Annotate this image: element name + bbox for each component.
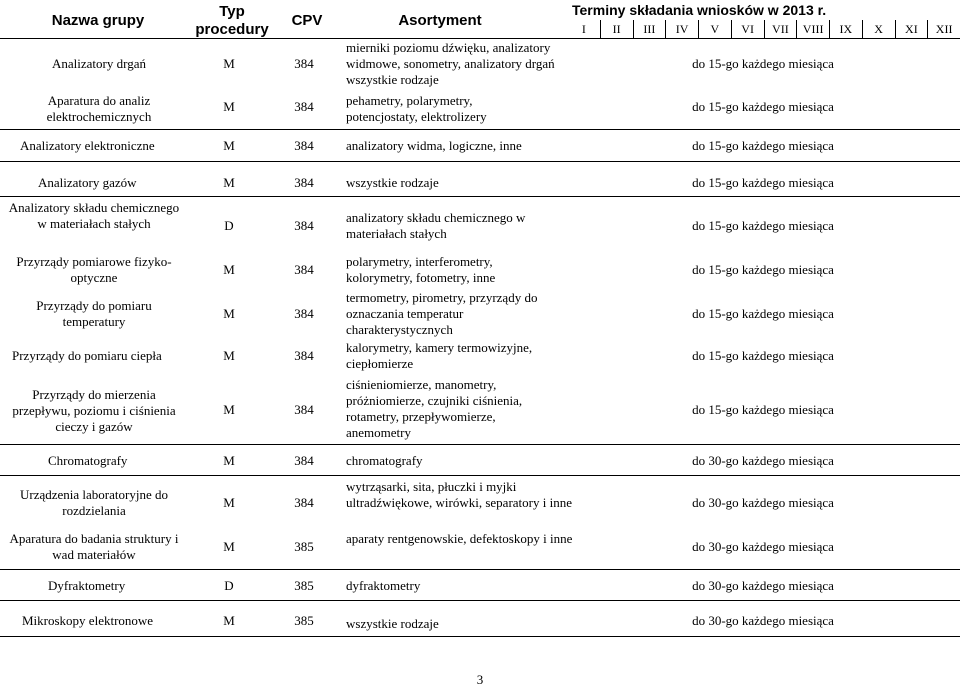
row-cpv: 384 (294, 175, 314, 190)
row-assortment: aparaty rentgenowskie, defektoskopy i inne (346, 531, 573, 546)
row-assortment: wszystkie rodzaje (346, 175, 439, 190)
row-type: M (223, 262, 235, 277)
row-group: Przyrządy pomiarowe fizyko-optyczne (16, 254, 172, 285)
row-type: M (223, 306, 235, 321)
row-term: do 15-go każdego miesiąca (692, 175, 834, 190)
section-divider (0, 636, 960, 637)
month-label: IV (665, 20, 698, 38)
row-group: Analizatory drgań (52, 56, 146, 71)
month-label: III (633, 20, 666, 38)
row-assortment: wytrząsarki, sita, płuczki i myjki ultradźwiękowe, wirówki, separatory i inne (346, 479, 572, 510)
row-term: do 15-go każdego miesiąca (692, 138, 834, 153)
row-assortment: dyfraktometry (346, 578, 421, 593)
row-type: M (223, 138, 235, 153)
row-term: do 30-go każdego miesiąca (692, 539, 834, 554)
row-term: do 30-go każdego miesiąca (692, 495, 834, 510)
row-assortment: kalorymetry, kamery termowizyjne, ciepłomierze (346, 340, 533, 371)
row-cpv: 384 (294, 495, 314, 510)
column-header-procedure-type: Typ procedury (195, 3, 269, 38)
section-divider (0, 444, 960, 445)
month-label: V (698, 20, 731, 38)
month-label: I (581, 22, 586, 36)
row-assortment: termometry, pirometry, przyrządy do oznaczania temperatur charakterystycznych (346, 290, 538, 337)
row-term: do 15-go każdego miesiąca (692, 218, 834, 233)
row-type: M (223, 495, 235, 510)
month-label: VIII (796, 20, 829, 38)
month-label: X (862, 20, 895, 38)
row-group: Dyfraktometry (48, 578, 126, 593)
column-header-terms: Terminy składania wniosków w 2013 r. (572, 2, 827, 18)
row-cpv: 384 (294, 453, 314, 468)
row-term: do 30-go każdego miesiąca (692, 453, 834, 468)
section-divider (0, 600, 960, 601)
row-term: do 15-go każdego miesiąca (692, 402, 834, 417)
column-header-cpv: CPV (291, 12, 323, 29)
header-divider (0, 38, 960, 39)
month-label: XII (927, 20, 960, 38)
row-group: Analizatory gazów (38, 175, 137, 190)
row-term: do 15-go każdego miesiąca (692, 99, 834, 114)
row-assortment: pehametry, polarymetry, potencjostaty, elektrolizery (346, 93, 487, 124)
row-group: Urządzenia laboratoryjne do rozdzielania (20, 487, 168, 518)
row-group: Analizatory składu chemicznego w materiałach stałych (8, 200, 180, 231)
row-assortment: analizatory składu chemicznego w materiałach stałych (346, 210, 526, 241)
row-term: do 15-go każdego miesiąca (692, 348, 834, 363)
row-cpv: 384 (294, 56, 314, 71)
row-type: D (224, 578, 234, 593)
row-group: Chromatografy (48, 453, 128, 468)
row-term: do 15-go każdego miesiąca (692, 306, 834, 321)
row-cpv: 384 (294, 262, 314, 277)
row-assortment: chromatografy (346, 453, 423, 468)
row-assortment: analizatory widma, logiczne, inne (346, 138, 522, 153)
row-group: Przyrządy do mierzenia przepływu, poziomu i ciśnienia cieczy i gazów (12, 387, 176, 434)
row-cpv: 385 (294, 613, 314, 628)
row-cpv: 384 (294, 348, 314, 363)
row-term: do 30-go każdego miesiąca (692, 578, 834, 593)
month-label: II (600, 20, 633, 38)
row-group: Mikroskopy elektronowe (22, 613, 154, 628)
row-type: D (224, 218, 234, 233)
row-type: M (223, 453, 235, 468)
month-label: VI (731, 20, 764, 38)
row-cpv: 384 (294, 306, 314, 321)
section-divider (0, 569, 960, 570)
row-type: M (223, 402, 235, 417)
row-type: M (223, 539, 235, 554)
row-assortment: polarymetry, interferometry, kolorymetry, fotometry, inne (346, 254, 496, 285)
month-label: VII (764, 20, 797, 38)
row-assortment: mierniki poziomu dźwięku, analizatory widmowe, sonometry, analizatory drgań wszystkie rodzaje (346, 40, 555, 87)
row-type: M (223, 175, 235, 190)
row-type: M (223, 99, 235, 114)
row-cpv: 385 (294, 578, 314, 593)
row-group: Analizatory elektroniczne (20, 138, 155, 153)
row-group: Przyrządy do pomiaru ciepła (12, 348, 162, 363)
row-type: M (223, 56, 235, 71)
month-label: XI (895, 20, 928, 38)
page-number: 3 (476, 672, 484, 687)
column-header-assortment: Asortyment (398, 12, 482, 29)
row-type: M (223, 613, 235, 628)
row-term: do 30-go każdego miesiąca (692, 613, 834, 628)
row-cpv: 384 (294, 218, 314, 233)
section-divider (0, 475, 960, 476)
column-header-group: Nazwa grupy (51, 12, 145, 29)
row-assortment: wszystkie rodzaje (346, 616, 439, 631)
row-group: Aparatura do analiz elektrochemicznych (46, 93, 152, 124)
row-group: Aparatura do badania struktury i wad materiałów (9, 531, 179, 562)
row-group: Przyrządy do pomiaru temperatury (36, 298, 152, 329)
row-type: M (223, 348, 235, 363)
row-cpv: 384 (294, 402, 314, 417)
row-cpv: 384 (294, 99, 314, 114)
months-header (568, 20, 960, 38)
section-divider (0, 196, 960, 197)
row-cpv: 384 (294, 138, 314, 153)
row-assortment: ciśnieniomierze, manometry, próżniomierze, czujniki ciśnienia, rotametry, przepływomierze, anemometry (346, 377, 523, 440)
row-term: do 15-go każdego miesiąca (692, 56, 834, 71)
section-divider (0, 161, 960, 162)
section-divider (0, 129, 960, 130)
row-term: do 15-go każdego miesiąca (692, 262, 834, 277)
month-label: IX (829, 20, 862, 38)
row-cpv: 385 (294, 539, 314, 554)
